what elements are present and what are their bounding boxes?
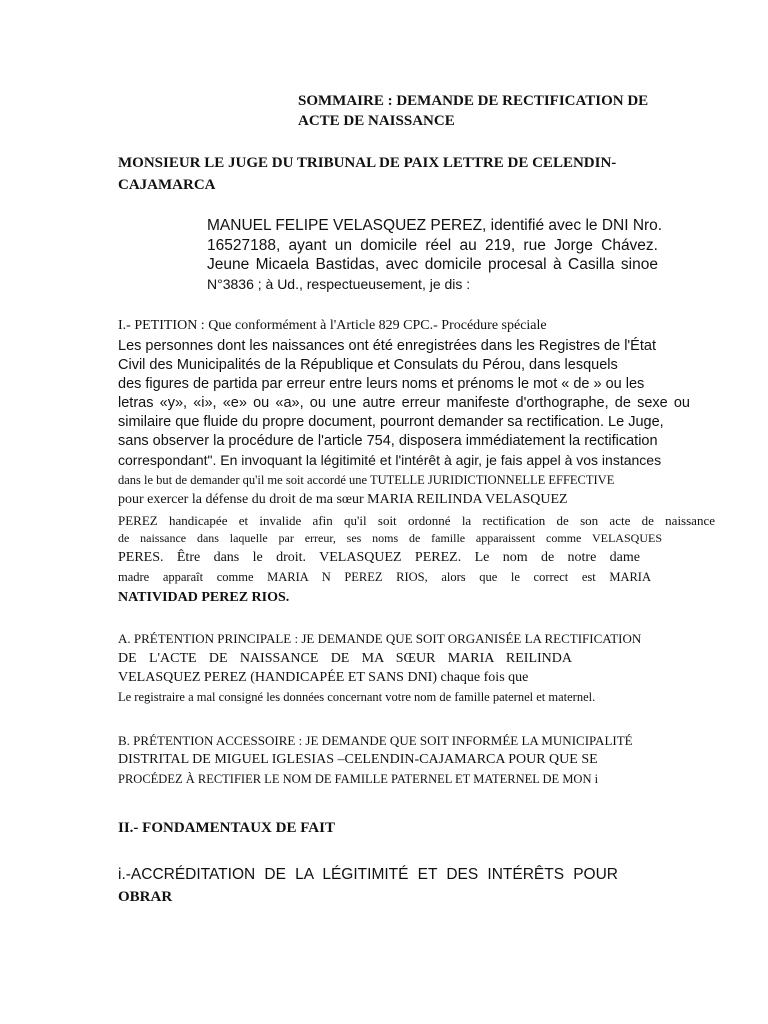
intro-line-2: 16527188, ayant un domicile réel au 219, rue Jorge Chávez. [207, 237, 658, 254]
petition-line: madre apparaît comme MARIA N PEREZ RIOS, alors que le correct est MARIA [118, 570, 651, 584]
addressee-line-1: MONSIEUR LE JUGE DU TRIBUNAL DE PAIX LETTRE DE CELENDIN- [118, 155, 617, 171]
petition-line: letras «y», «i», «e» ou «a», ou une autre erreur manifeste d'orthographe, de sexe ou [118, 395, 690, 411]
claim-a-line-2: DE L'ACTE DE NAISSANCE DE MA SŒUR MARIA REILINDA [118, 651, 572, 666]
intro-line-1: MANUEL FELIPE VELASQUEZ PEREZ, identifié avec le DNI Nro. [207, 217, 663, 234]
claim-a-line-1: A. PRÉTENTION PRINCIPALE : JE DEMANDE QUE SOIT ORGANISÉE LA RECTIFICATION [118, 631, 642, 646]
petition-line: NATIVIDAD PEREZ RIOS. [118, 590, 290, 605]
section-2-heading: II.- FONDAMENTAUX DE FAIT [118, 820, 335, 836]
petition-line: des figures de partida par erreur entre leurs noms et prénoms le mot « de » ou les [118, 376, 645, 392]
petition-line: de naissance dans laquelle par erreur, ses noms de famille apparaissent comme VELASQUES [118, 531, 662, 545]
summary-line-1: SOMMAIRE : DEMANDE DE RECTIFICATION DE [298, 93, 649, 109]
intro-line-4: N°3836 ; à Ud., respectueusement, je dis : [207, 276, 471, 292]
petition-line: PEREZ handicapée et invalide afin qu'il soit ordonné la rectification de son acte de naissance [118, 513, 715, 528]
claim-b-line-2: DISTRITAL DE MIGUEL IGLESIAS –CELENDIN-CAJAMARCA POUR QUE SE [118, 752, 598, 767]
section-2-subheading-line-2: OBRAR [118, 889, 173, 905]
intro-line-3: Jeune Micaela Bastidas, avec domicile procesal à Casilla sinoe [207, 256, 658, 273]
petition-line: Les personnes dont les naissances ont été enregistrées dans les Registres de l'État [118, 338, 656, 354]
claim-b-line-3: PROCÉDEZ À RECTIFIER LE NOM DE FAMILLE PATERNEL ET MATERNEL DE MON i [118, 772, 599, 786]
petition-line: sans observer la procédure de l'article 754, disposera immédiatement la rectification [118, 433, 658, 449]
claim-a-line-3: VELASQUEZ PEREZ (HANDICAPÉE ET SANS DNI) chaque fois que [118, 670, 529, 685]
petition-heading: I.- PETITION : Que conformément à l'Article 829 CPC.- Procédure spéciale [118, 318, 547, 333]
petition-line: PERES. Être dans le droit. VELASQUEZ PEREZ. Le nom de notre dame [118, 550, 640, 565]
summary-line-2: ACTE DE NAISSANCE [298, 113, 455, 129]
petition-line: correspondant". En invoquant la légitimité et l'intérêt à agir, je fais appel à vos instances [118, 452, 662, 468]
addressee-line-2: CAJAMARCA [118, 177, 216, 193]
petition-line: similaire que fluide du propre document, pourront demander sa rectification. Le Juge, [118, 414, 664, 430]
petition-line: pour exercer la défense du droit de ma sœur MARIA REILINDA VELASQUEZ [118, 492, 568, 507]
petition-line: Civil des Municipalités de la République et Consulats du Pérou, dans lesquels [118, 357, 618, 373]
petition-line: dans le but de demander qu'il me soit accordé une TUTELLE JURIDICTIONNELLE EFFECTIVE [118, 473, 615, 487]
claim-a-line-4: Le registraire a mal consigné les données concernant votre nom de famille paternel et maternel. [118, 690, 596, 704]
section-2-subheading-line-1: i.-ACCRÉDITATION DE LA LÉGITIMITÉ ET DES INTÉRÊTS POUR [118, 866, 618, 883]
claim-b-line-1: B. PRÉTENTION ACCESSOIRE : JE DEMANDE QUE SOIT INFORMÉE LA MUNICIPALITÉ [118, 733, 633, 748]
